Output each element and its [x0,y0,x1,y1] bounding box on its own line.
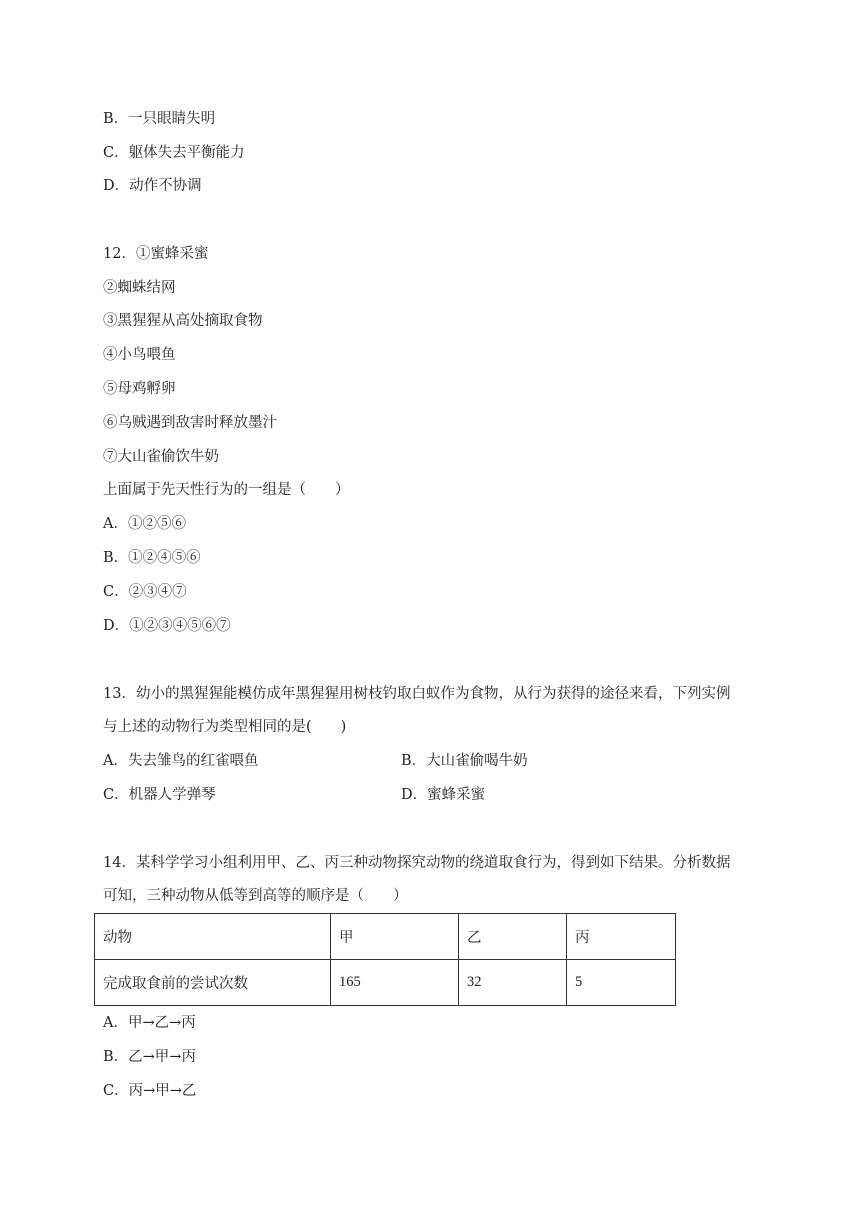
q13-option-c: C．机器人学弹琴 [103,787,216,803]
q14-option-b: B．乙→甲→丙 [103,1049,196,1065]
q13-option-a: A．失去雏鸟的红雀喂鱼 [103,753,259,769]
q13-stem-line1: 13．幼小的黑猩猩能模仿成年黑猩猩用树枝钓取白蚁作为食物，从行为获得的途径来看，下列实例 [103,686,731,702]
table-header-cell: 乙 [459,914,567,960]
q12-item-5: ⑤母鸡孵卵 [103,381,176,397]
q12-question: 上面属于先天性行为的一组是（ ） [103,482,350,498]
q12-option-a: A．①②⑤⑥ [103,516,186,532]
q12-item-3: ③黑猩猩从高处摘取食物 [103,313,263,329]
q12-item-7: ⑦大山雀偷饮牛奶 [103,449,219,465]
q12-item-6: ⑥乌贼遇到敌害时释放墨汁 [103,415,277,431]
q12-item-2: ②蜘蛛结网 [103,280,176,296]
table-header-cell: 丙 [567,914,676,960]
q14-stem-line1: 14．某科学学习小组利用甲、乙、丙三种动物探究动物的绕道取食行为，得到如下结果。分析数据 [103,855,731,871]
table-cell: 165 [331,960,459,1006]
q11-option-d: D．动作不协调 [103,178,202,194]
q13-option-b: B．大山雀偷喝牛奶 [401,753,528,769]
table-cell: 5 [567,960,676,1006]
q14-option-c: C．丙→甲→乙 [103,1083,197,1099]
q14-stem-line2: 可知，三种动物从低等到高等的顺序是（ ） [103,888,408,904]
q14-data-table [94,913,676,1006]
table-row [95,960,676,1006]
q12-option-b: B．①②④⑤⑥ [103,550,201,566]
q13-option-d: D．蜜蜂采蜜 [401,787,486,803]
q12-option-c: C．②③④⑦ [103,584,187,600]
table-header-cell: 甲 [331,914,459,960]
q14-option-a: A．甲→乙→丙 [103,1015,196,1031]
table-cell: 32 [459,960,567,1006]
q12-item-4: ④小鸟喂鱼 [103,347,176,363]
table-header-row [95,914,676,960]
q12-option-d: D．①②③④⑤⑥⑦ [103,618,231,634]
q12-stem: 12．①蜜蜂采蜜 [103,246,209,262]
table-header-cell: 动物 [95,914,331,960]
table-cell: 完成取食前的尝试次数 [95,960,331,1006]
q11-option-c: C．躯体失去平衡能力 [103,145,245,161]
q13-stem-line2: 与上述的动物行为类型相同的是( ) [103,719,347,735]
q11-option-b: B．一只眼睛失明 [103,111,216,127]
